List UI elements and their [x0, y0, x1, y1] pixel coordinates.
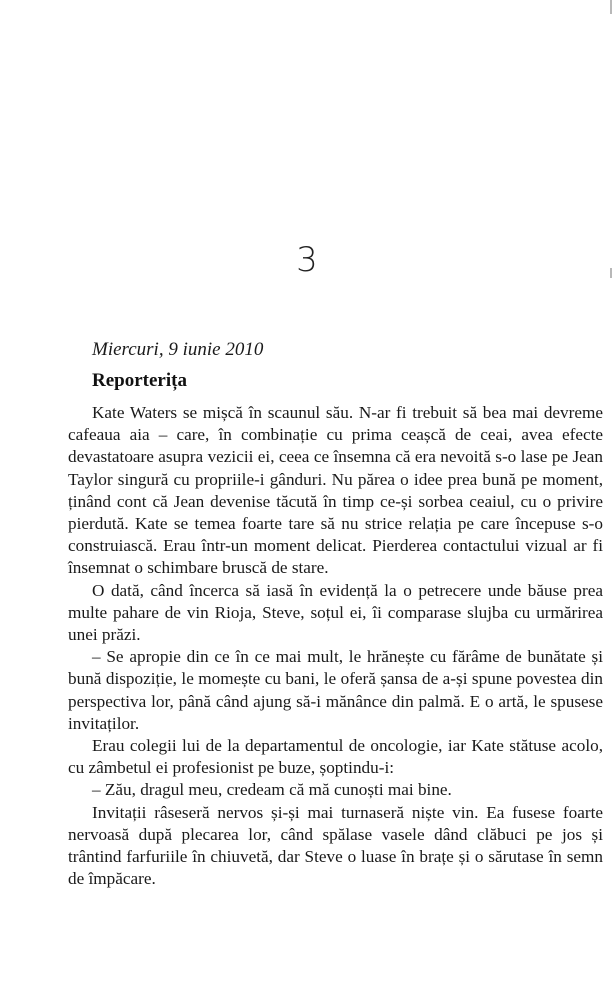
scan-edge-mark	[610, 268, 612, 278]
paragraph: – Se apropie din ce în ce mai mult, le hrănește cu fărâme de bunătate și bună dispoziție, le momește cu bani, le oferă șansa de a-și spune povestea din perspectiva lor, până când ajung să-i mănânce din palmă. E o artă, le spusese invitaților.	[68, 647, 603, 733]
paragraph: Erau colegii lui de la departamentul de oncologie, iar Kate stătuse acolo, cu zâmbetul ei profesionist pe buze, șoptindu-i:	[68, 736, 603, 778]
paragraph: – Zău, dragul meu, credeam că mă cunoști mai bine.	[92, 780, 452, 800]
section-heading: Reporterița	[92, 370, 187, 391]
date-line: Miercuri, 9 iunie 2010	[92, 339, 264, 360]
paragraph: Invitații râseseră nervos și-și mai turnaseră niște vin. Ea fusese foarte nervoasă după plecarea lor, când spălase vasele dând clăbuci pe jos și trântind farfuriile în chiuvetă, dar Steve o luase în brațe și o sărutase în semn de împăcare.	[68, 802, 603, 889]
body-text	[68, 402, 603, 890]
scan-edge-mark	[610, 0, 612, 14]
paragraph: Kate Waters se mișcă în scaunul său. N-ar fi trebuit să bea mai devreme cafeaua aia – care, în combinație cu prima ceașcă de ceai, avea efecte devastatoare asupra vezicii ei, ceea ce însemna că era nevoită s-o lase pe Jean Taylor singură cu propriile-i gânduri. Nu părea o idee prea bună pe moment, ținând cont că Jean devenise tăcută în timp ce-și sorbea ceaiul, cu o privire pierdută. Kate se temea foarte tare să nu strice relația pe care începuse s-o construiască. Erau într-un moment delicat. Pierderea contactului vizual ar fi însemnat o schimbare bruscă de stare.	[68, 403, 603, 578]
paragraph: O dată, când încerca să iasă în evidență la o petrecere unde băuse prea multe pahare de vin Rioja, Steve, soțul ei, îi comparase slujba cu urmărirea unei prăzi.	[68, 580, 603, 645]
chapter-number: 3	[296, 240, 318, 280]
